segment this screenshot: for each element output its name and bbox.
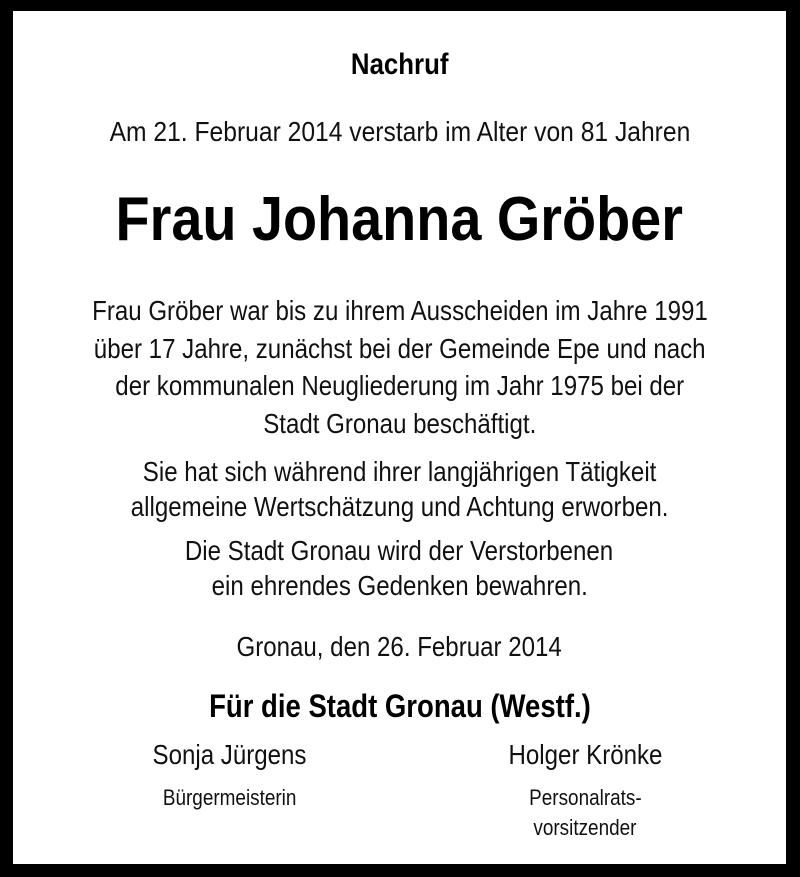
paragraph-text: Die Stadt Gronau wird der Verstorbenen (185, 535, 614, 566)
paragraph-text: Frau Gröber war bis zu ihrem Ausscheiden im Jahre 1991 (91, 295, 708, 326)
deceased-name-text: Frau Johanna Gröber (115, 185, 684, 254)
signatory-left (73, 11, 387, 864)
paragraph-text: Sie hat sich während ihrer langjährigen Tätigkeit (142, 456, 657, 487)
paragraph-text: der kommunalen Neugliederung im Jahr 1975 bei der (115, 370, 684, 401)
signatory-name (428, 741, 742, 769)
paragraph-text: allgemeine Wertschätzung und Achtung erworben. (130, 491, 669, 522)
place-and-date-text: Gronau, den 26. Februar 2014 (236, 631, 563, 662)
signatory-role-line-2 (428, 817, 742, 839)
signatory-name (73, 741, 387, 769)
obituary-notice (13, 11, 786, 864)
signatures (13, 11, 786, 864)
paragraph-text: ein ehrendes Gedenken bewahren. (211, 570, 588, 601)
signatory-role-line-1 (428, 787, 742, 809)
on-behalf-of-text: Für die Stadt Gronau (Westf.) (208, 688, 591, 724)
notice-heading-text: Nachruf (350, 48, 449, 81)
intro-text: Am 21. Februar 2014 verstarb im Alter von 81 Jahren (109, 116, 690, 147)
signatory-name-text: Holger Krönke (508, 739, 662, 770)
signatory-role-text: vorsitzender (533, 815, 637, 840)
signatory-role (73, 787, 387, 809)
paragraph-text: Stadt Gronau beschäftigt. (262, 408, 537, 439)
signatory-role-text: Bürgermeisterin (163, 785, 297, 810)
signatory-name-text: Sonja Jürgens (153, 739, 307, 770)
paragraph-text: über 17 Jahre, zunächst bei der Gemeinde Epe und nach (93, 333, 706, 364)
signatory-role-text: Personalrats- (528, 785, 642, 810)
signatory-right (428, 11, 742, 864)
